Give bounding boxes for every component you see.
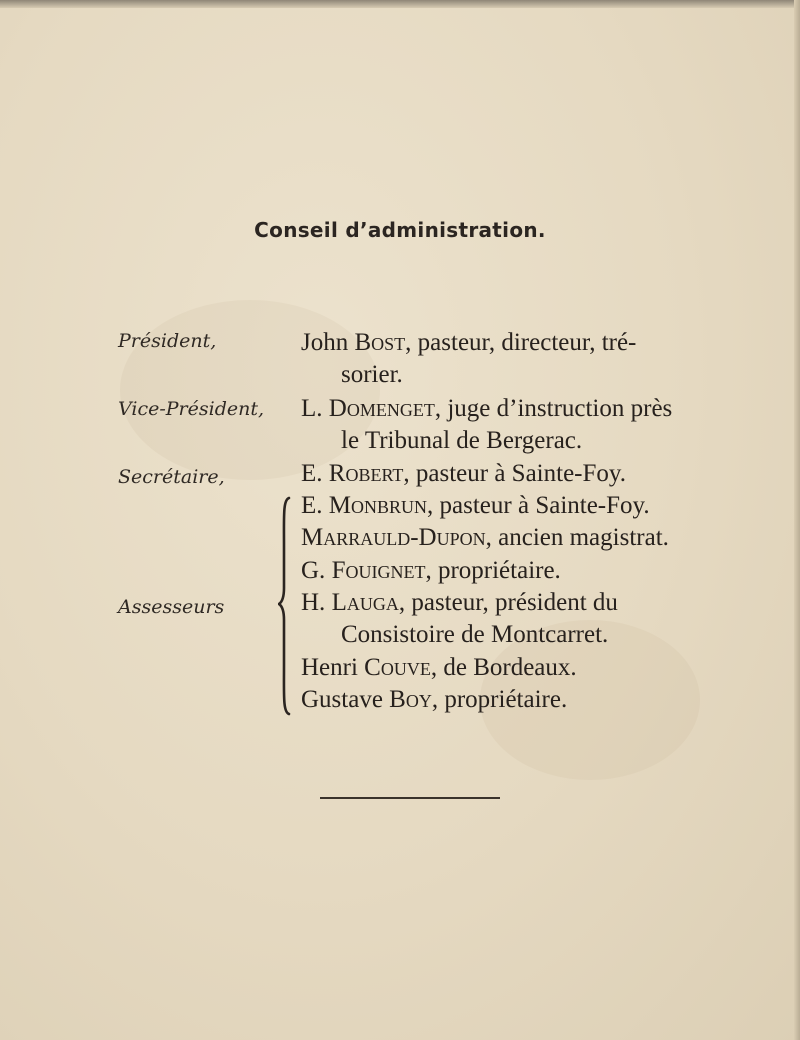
role-label-secretary: Secrétaire, — [118, 466, 225, 488]
president-line-2: sorier. — [341, 361, 403, 388]
role-label-assessors: Assesseurs — [118, 596, 225, 618]
president-details: , pasteur, directeur, tré- — [405, 329, 637, 356]
assessor-line-6 — [301, 654, 577, 682]
role-label-president: Président, — [118, 330, 217, 352]
vice-president-details: , juge d’instruction près — [434, 395, 673, 422]
assessor-line-5 — [341, 621, 608, 649]
page-heading: Conseil d’administration. — [254, 218, 546, 242]
assessor-initial: H. — [301, 589, 332, 616]
assessor-surname: Monbrun — [328, 492, 428, 519]
assessor-details: , de Bordeaux. — [430, 654, 577, 681]
closing-rule — [320, 797, 500, 799]
assessor-initial: Gustave — [301, 686, 390, 713]
vice-president-surname: Domenget — [328, 395, 435, 422]
assessor-details: Consistoire de Montcarret. — [341, 621, 609, 648]
president-surname: Bost — [354, 329, 406, 356]
assessor-line-1 — [301, 492, 650, 520]
role-label-vice-president: Vice-Président, — [118, 398, 265, 420]
assessor-surname: Boy — [389, 686, 432, 713]
president-first-name: John — [301, 329, 355, 356]
assessor-surname: Couve — [364, 654, 431, 681]
page-top-edge — [0, 0, 800, 8]
secretary-line — [301, 460, 626, 488]
assessor-details: , propriétaire. — [431, 686, 568, 713]
assessor-line-2 — [301, 524, 669, 552]
secretary-initial: E. — [301, 460, 329, 487]
assessor-surname: Lauga — [331, 589, 399, 616]
assessor-details: , ancien magistrat. — [485, 524, 669, 551]
president-line-1 — [301, 329, 636, 357]
assessor-details: , propriétaire. — [425, 557, 561, 584]
assessor-line-4 — [301, 589, 618, 617]
assessor-initial: E. — [301, 492, 329, 519]
assessor-details: , pasteur, président du — [398, 589, 618, 616]
assessor-line-3 — [301, 557, 561, 585]
assessors-brace — [278, 496, 292, 716]
vice-president-line-1 — [301, 395, 672, 423]
page-right-edge — [794, 0, 800, 1040]
assessor-surname: Fouignet — [331, 557, 426, 584]
vice-president-initial: L. — [301, 395, 329, 422]
assessor-line-7 — [301, 686, 567, 714]
secretary-surname: Robert — [328, 460, 404, 487]
assessor-initial: Henri — [301, 654, 365, 681]
vice-president-line-2: le Tribunal de Bergerac. — [341, 427, 583, 454]
assessor-surname: Marrauld-Dupon — [301, 524, 486, 551]
secretary-details: , pasteur à Sainte-Foy. — [403, 460, 627, 487]
assessor-details: , pasteur à Sainte-Foy. — [427, 492, 650, 519]
assessor-initial: G. — [301, 557, 332, 584]
